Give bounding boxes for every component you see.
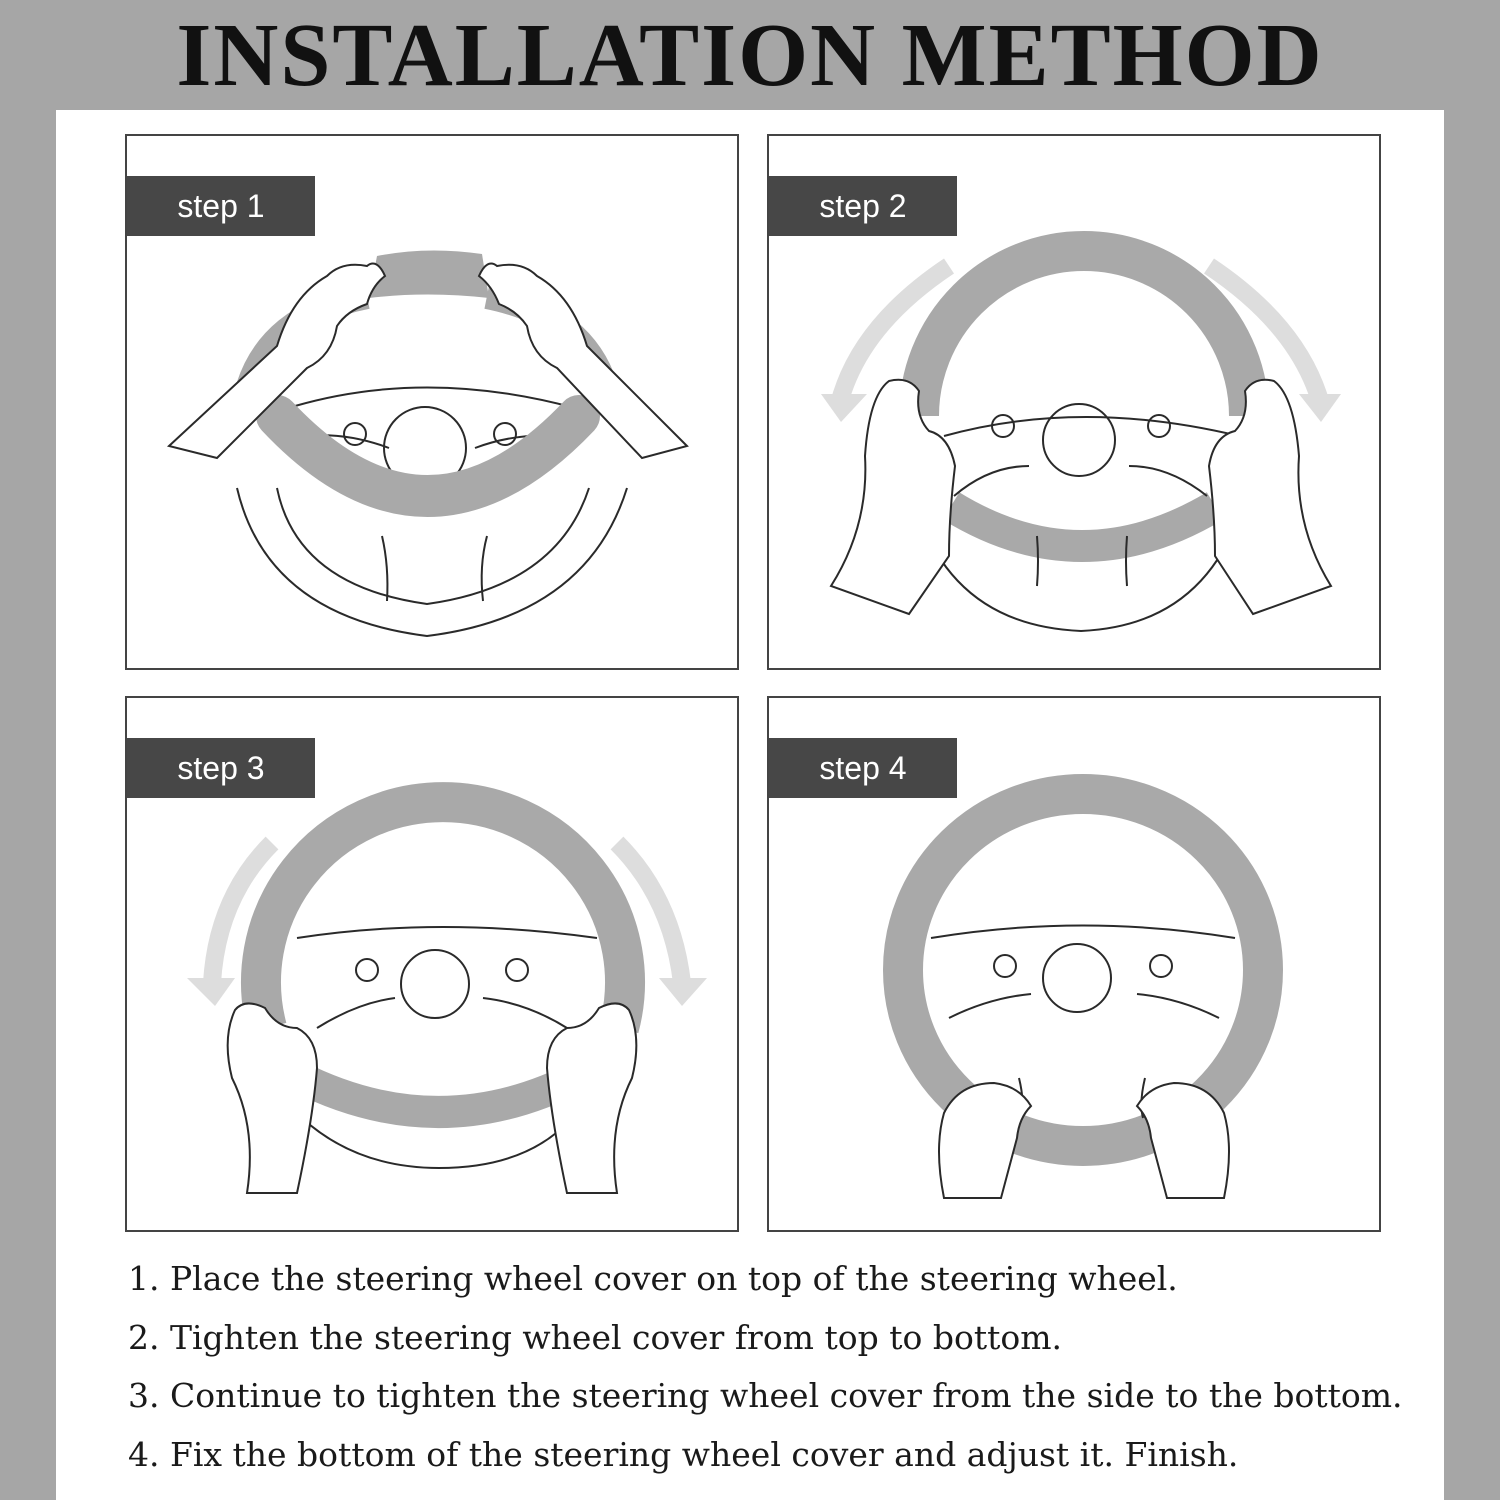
instruction-step-3: 3. Continue to tighten the steering wheel cover from the side to the bottom. (128, 1376, 1403, 1415)
step-1-panel (125, 134, 739, 670)
step-3-panel (125, 696, 739, 1232)
instruction-sheet (56, 110, 1444, 1500)
instruction-step-2: 2. Tighten the steering wheel cover from top to bottom. (128, 1317, 1062, 1357)
instruction-step-4: 4. Fix the bottom of the steering wheel cover and adjust it. Finish. (128, 1434, 1239, 1474)
step-2-panel (767, 134, 1381, 670)
step-3-label: step 3 (127, 738, 315, 798)
instruction-step-1: 1. Place the steering wheel cover on top of the steering wheel. (128, 1259, 1178, 1298)
page-title: INSTALLATION METHOD (176, 6, 1324, 105)
instruction-list (128, 1250, 1438, 1484)
step-4-panel (767, 696, 1381, 1232)
step-1-label: step 1 (127, 176, 315, 236)
step-2-label: step 2 (769, 176, 957, 236)
step-4-label: step 4 (769, 738, 957, 798)
